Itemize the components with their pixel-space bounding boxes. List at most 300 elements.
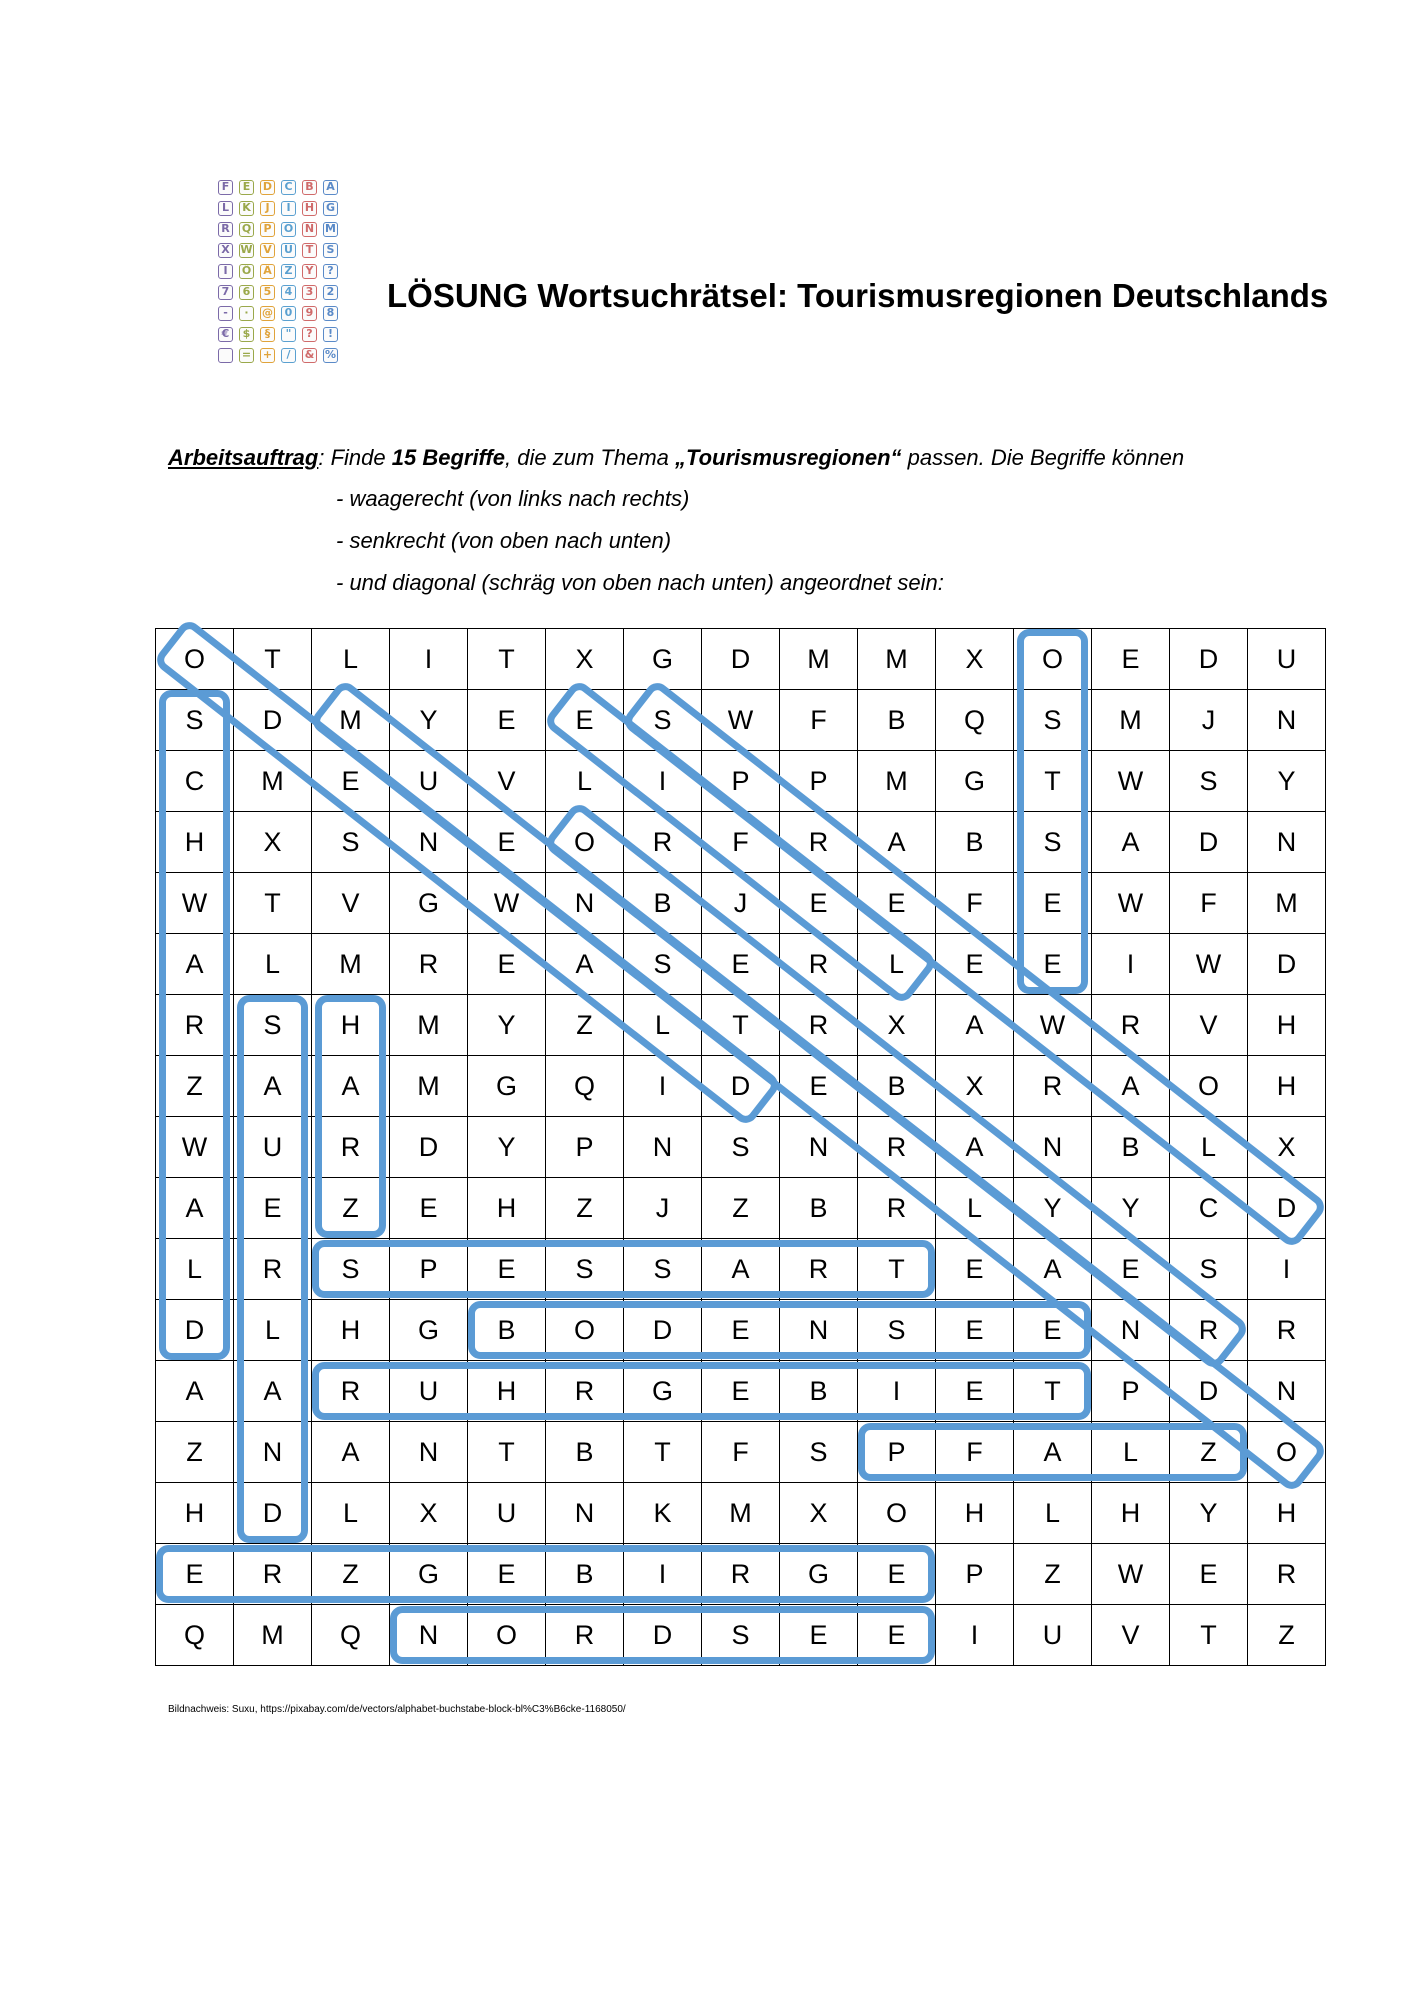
grid-cell: P	[858, 1422, 936, 1483]
logo-block: @	[262, 306, 273, 319]
grid-cell: O	[468, 1605, 546, 1666]
grid-cell: I	[624, 1544, 702, 1605]
logo-block: D	[260, 180, 275, 195]
grid-cell: R	[1248, 1544, 1326, 1605]
grid-cell: L	[1170, 1117, 1248, 1178]
logo-block: B	[302, 180, 317, 195]
grid-cell: O	[156, 629, 234, 690]
logo-block: /	[281, 348, 296, 363]
grid-cell: S	[624, 934, 702, 995]
logo-block: ·	[239, 306, 254, 321]
grid-cell: D	[624, 1300, 702, 1361]
grid-cell: O	[858, 1483, 936, 1544]
grid-row	[156, 751, 1326, 812]
grid-cell: Z	[546, 1178, 624, 1239]
grid-cell: H	[156, 812, 234, 873]
logo-block: 7	[218, 285, 233, 300]
grid-cell: H	[312, 1300, 390, 1361]
grid-cell: I	[1092, 934, 1170, 995]
grid-cell: D	[234, 690, 312, 751]
grid-cell: U	[1014, 1605, 1092, 1666]
grid-cell: E	[1092, 629, 1170, 690]
grid-cell: E	[1014, 934, 1092, 995]
grid-cell: B	[936, 812, 1014, 873]
grid-cell: M	[1092, 690, 1170, 751]
grid-cell: E	[468, 812, 546, 873]
grid-cell: B	[858, 690, 936, 751]
grid-cell: D	[1248, 1178, 1326, 1239]
logo-block: S	[323, 243, 338, 258]
grid-cell: X	[936, 1056, 1014, 1117]
grid-cell: H	[1092, 1483, 1170, 1544]
grid-cell: A	[156, 934, 234, 995]
grid-cell: S	[702, 1605, 780, 1666]
grid-cell: H	[468, 1361, 546, 1422]
task-count: 15 Begriffe	[391, 445, 506, 470]
grid-cell: E	[780, 1056, 858, 1117]
grid-cell: R	[780, 995, 858, 1056]
grid-cell: N	[780, 1117, 858, 1178]
grid-cell: U	[468, 1483, 546, 1544]
grid-cell: S	[624, 1239, 702, 1300]
grid-cell: T	[858, 1239, 936, 1300]
grid-cell: P	[390, 1239, 468, 1300]
grid-cell: P	[1092, 1361, 1170, 1422]
grid-cell: U	[390, 1361, 468, 1422]
grid-cell: H	[936, 1483, 1014, 1544]
grid-cell: D	[1170, 812, 1248, 873]
grid-cell: G	[468, 1056, 546, 1117]
grid-cell: E	[1014, 1300, 1092, 1361]
logo-block: H	[302, 201, 317, 216]
logo-block: U	[281, 243, 296, 258]
logo-block: N	[302, 222, 317, 237]
grid-cell: N	[234, 1422, 312, 1483]
grid-cell: S	[858, 1300, 936, 1361]
grid-cell: Z	[546, 995, 624, 1056]
grid-row	[156, 1605, 1326, 1666]
grid-cell: L	[312, 1483, 390, 1544]
grid-cell: P	[702, 751, 780, 812]
grid-cell: F	[936, 1422, 1014, 1483]
logo-block: &	[302, 348, 317, 363]
grid-cell: I	[936, 1605, 1014, 1666]
grid-cell: E	[702, 934, 780, 995]
grid-row	[156, 934, 1326, 995]
logo-block: Y	[302, 264, 317, 279]
grid-row	[156, 629, 1326, 690]
task-bullet-vertical: - senkrecht (von oben nach unten)	[336, 528, 672, 553]
logo-block: R	[218, 222, 233, 237]
grid-cell: R	[1248, 1300, 1326, 1361]
grid-cell: O	[1014, 629, 1092, 690]
grid-cell: E	[702, 1361, 780, 1422]
grid-cell: E	[234, 1178, 312, 1239]
grid-cell: R	[312, 1361, 390, 1422]
grid-cell: R	[234, 1544, 312, 1605]
grid-cell: G	[624, 629, 702, 690]
grid-cell: R	[156, 995, 234, 1056]
logo-block: Z	[281, 264, 296, 279]
logo-block: 3	[302, 285, 317, 300]
task-text-1: : Finde	[318, 445, 392, 470]
logo-block: E	[239, 180, 254, 195]
grid-cell: L	[156, 1239, 234, 1300]
grid-cell: S	[1170, 751, 1248, 812]
grid-cell: B	[468, 1300, 546, 1361]
grid-cell: Y	[1014, 1178, 1092, 1239]
grid-cell: F	[1170, 873, 1248, 934]
logo-block: J	[260, 201, 275, 216]
task-text-3: passen. Die Begriffe können	[901, 445, 1185, 470]
grid-row	[156, 1300, 1326, 1361]
page-title: LÖSUNG Wortsuchrätsel: Tourismusregionen Deutschlands	[387, 277, 1329, 314]
grid-cell: Z	[1170, 1422, 1248, 1483]
grid-cell: A	[312, 1422, 390, 1483]
grid-cell: H	[1248, 1483, 1326, 1544]
grid-row	[156, 995, 1326, 1056]
grid-cell: A	[1014, 1422, 1092, 1483]
logo-block: F	[218, 180, 233, 195]
grid-cell: A	[936, 995, 1014, 1056]
grid-cell: B	[780, 1178, 858, 1239]
grid-cell: L	[858, 934, 936, 995]
logo-block: X	[218, 243, 233, 258]
grid-cell: E	[858, 1605, 936, 1666]
grid-cell: P	[936, 1544, 1014, 1605]
logo-block: 4	[281, 285, 296, 300]
grid-cell: P	[546, 1117, 624, 1178]
grid-cell: E	[1014, 873, 1092, 934]
grid-cell: S	[312, 812, 390, 873]
grid-cell: E	[936, 934, 1014, 995]
grid-cell: W	[1092, 873, 1170, 934]
logo-block: 6	[239, 285, 254, 300]
grid-cell: Z	[702, 1178, 780, 1239]
grid-cell: B	[780, 1361, 858, 1422]
grid-cell: I	[858, 1361, 936, 1422]
logo-block	[218, 348, 233, 363]
grid-cell: S	[1014, 812, 1092, 873]
grid-cell: V	[312, 873, 390, 934]
grid-cell: U	[234, 1117, 312, 1178]
grid-cell: T	[702, 995, 780, 1056]
grid-cell: M	[780, 629, 858, 690]
logo-block: 0	[281, 306, 296, 321]
grid-cell: S	[546, 1239, 624, 1300]
grid-cell: L	[936, 1178, 1014, 1239]
grid-cell: W	[1092, 1544, 1170, 1605]
logo-block: I	[281, 201, 296, 216]
logo-block: %	[324, 348, 337, 361]
logo-block: ?	[302, 327, 317, 342]
grid-cell: G	[936, 751, 1014, 812]
grid-cell: M	[234, 1605, 312, 1666]
logo-block: §	[260, 327, 275, 342]
grid-cell: D	[1170, 1361, 1248, 1422]
grid-cell: L	[234, 934, 312, 995]
grid-cell: G	[624, 1361, 702, 1422]
grid-cell: A	[702, 1239, 780, 1300]
grid-cell: Y	[1092, 1178, 1170, 1239]
grid-cell: A	[234, 1361, 312, 1422]
grid-cell: K	[624, 1483, 702, 1544]
grid-cell: N	[390, 1605, 468, 1666]
grid-cell: S	[780, 1422, 858, 1483]
task-text-2: , die zum Thema	[505, 445, 675, 470]
word-search-grid	[155, 628, 1326, 1666]
grid-cell: T	[234, 873, 312, 934]
grid-cell: N	[390, 1422, 468, 1483]
grid-cell: E	[468, 934, 546, 995]
logo-block: Q	[239, 222, 254, 237]
logo-block: P	[260, 222, 275, 237]
grid-cell: D	[702, 1056, 780, 1117]
task-bullet-diagonal: - und diagonal (schräg von oben nach unten) angeordnet sein:	[336, 570, 944, 595]
grid-cell: J	[624, 1178, 702, 1239]
grid-cell: X	[546, 629, 624, 690]
logo-block: €	[218, 327, 233, 342]
logo-block: +	[260, 348, 275, 363]
grid-cell: X	[780, 1483, 858, 1544]
grid-cell: E	[936, 1361, 1014, 1422]
logo-block: L	[218, 201, 233, 216]
grid-row	[156, 1239, 1326, 1300]
grid-cell: B	[546, 1422, 624, 1483]
grid-cell: P	[780, 751, 858, 812]
grid-cell: T	[234, 629, 312, 690]
grid-cell: D	[1170, 629, 1248, 690]
grid-cell: N	[780, 1300, 858, 1361]
grid-cell: L	[1092, 1422, 1170, 1483]
grid-cell: R	[780, 934, 858, 995]
grid-cell: N	[1248, 812, 1326, 873]
grid-cell: O	[546, 812, 624, 873]
grid-cell: E	[546, 690, 624, 751]
image-credit: Bildnachweis: Suxu, https://pixabay.com/de/vectors/alphabet-buchstabe-block-bl%C3%B6cke-1168050/	[168, 1704, 626, 1715]
grid-cell: A	[1092, 812, 1170, 873]
grid-cell: Z	[312, 1178, 390, 1239]
grid-cell: H	[1248, 995, 1326, 1056]
grid-cell: Y	[1170, 1483, 1248, 1544]
grid-cell: T	[624, 1422, 702, 1483]
grid-cell: T	[1170, 1605, 1248, 1666]
grid-cell: A	[156, 1361, 234, 1422]
grid-cell: N	[390, 812, 468, 873]
grid-cell: G	[390, 1300, 468, 1361]
grid-row	[156, 1544, 1326, 1605]
grid-cell: N	[546, 873, 624, 934]
grid-cell: T	[468, 1422, 546, 1483]
grid-cell: E	[312, 751, 390, 812]
grid-row	[156, 812, 1326, 873]
grid-cell: A	[858, 812, 936, 873]
grid-cell: X	[936, 629, 1014, 690]
grid-cell: A	[156, 1178, 234, 1239]
grid-cell: M	[390, 995, 468, 1056]
grid-cell: V	[468, 751, 546, 812]
grid-cell: D	[1248, 934, 1326, 995]
grid-row	[156, 1483, 1326, 1544]
logo-block: V	[260, 243, 275, 258]
grid-cell: L	[234, 1300, 312, 1361]
grid-cell: W	[1014, 995, 1092, 1056]
grid-cell: A	[936, 1117, 1014, 1178]
grid-cell: F	[702, 812, 780, 873]
grid-cell: V	[1092, 1605, 1170, 1666]
grid-cell: O	[1248, 1422, 1326, 1483]
grid-cell: E	[858, 873, 936, 934]
grid-cell: Z	[156, 1422, 234, 1483]
logo-block: I	[218, 264, 233, 279]
logo-block: O	[281, 222, 296, 237]
grid-row	[156, 1178, 1326, 1239]
grid-cell: L	[312, 629, 390, 690]
grid-cell: J	[1170, 690, 1248, 751]
grid-cell: J	[702, 873, 780, 934]
grid-cell: S	[234, 995, 312, 1056]
grid-cell: N	[1248, 1361, 1326, 1422]
grid-cell: E	[390, 1178, 468, 1239]
logo-block: ?	[323, 264, 338, 279]
grid-cell: S	[156, 690, 234, 751]
grid-cell: R	[312, 1117, 390, 1178]
grid-cell: D	[702, 629, 780, 690]
grid-cell: M	[390, 1056, 468, 1117]
grid-cell: Q	[312, 1605, 390, 1666]
grid-cell: U	[390, 751, 468, 812]
grid-cell: E	[936, 1300, 1014, 1361]
grid-cell: T	[1014, 751, 1092, 812]
logo-block: !	[323, 327, 338, 342]
grid-cell: F	[936, 873, 1014, 934]
grid-cell: A	[312, 1056, 390, 1117]
grid-cell: E	[156, 1544, 234, 1605]
grid-cell: X	[858, 995, 936, 1056]
grid-row	[156, 873, 1326, 934]
grid-cell: C	[1170, 1178, 1248, 1239]
grid-cell: D	[624, 1605, 702, 1666]
grid-cell: H	[468, 1178, 546, 1239]
grid-cell: E	[468, 690, 546, 751]
task-bullet-horizontal: - waagerecht (von links nach rechts)	[336, 486, 690, 511]
grid-cell: U	[1248, 629, 1326, 690]
grid-cell: B	[858, 1056, 936, 1117]
logo-block: 8	[323, 306, 338, 321]
grid-cell: B	[546, 1544, 624, 1605]
grid-cell: R	[858, 1117, 936, 1178]
grid-cell: Y	[468, 995, 546, 1056]
grid-cell: Z	[1014, 1544, 1092, 1605]
grid-cell: E	[468, 1239, 546, 1300]
grid-cell: M	[1248, 873, 1326, 934]
grid-cell: H	[312, 995, 390, 1056]
grid-row	[156, 690, 1326, 751]
grid-cell: N	[1014, 1117, 1092, 1178]
grid-cell: D	[390, 1117, 468, 1178]
task-topic: „Tourismusregionen“	[675, 445, 902, 470]
grid-cell: Q	[546, 1056, 624, 1117]
logo-block: T	[302, 243, 317, 258]
grid-cell: T	[1014, 1361, 1092, 1422]
grid-cell: D	[234, 1483, 312, 1544]
grid-cell: W	[1170, 934, 1248, 995]
grid-cell: S	[624, 690, 702, 751]
grid-cell: R	[546, 1605, 624, 1666]
grid-cell: L	[546, 751, 624, 812]
grid-cell: A	[546, 934, 624, 995]
logo-block: Ö	[239, 264, 254, 279]
grid-cell: M	[702, 1483, 780, 1544]
logo-block: W	[240, 243, 253, 256]
grid-cell: E	[1092, 1239, 1170, 1300]
grid-cell: L	[624, 995, 702, 1056]
logo-block: -	[218, 306, 233, 321]
grid-cell: M	[858, 751, 936, 812]
grid-cell: N	[624, 1117, 702, 1178]
grid-cell: N	[1092, 1300, 1170, 1361]
logo-block: A	[323, 180, 338, 195]
grid-cell: Q	[936, 690, 1014, 751]
grid-cell: E	[858, 1544, 936, 1605]
grid-cell: R	[1170, 1300, 1248, 1361]
grid-cell: B	[1092, 1117, 1170, 1178]
grid-cell: Z	[156, 1056, 234, 1117]
grid-cell: Q	[156, 1605, 234, 1666]
grid-cell: I	[624, 751, 702, 812]
logo-block: M	[323, 222, 338, 237]
grid-cell: Z	[312, 1544, 390, 1605]
grid-cell: X	[390, 1483, 468, 1544]
grid-cell: W	[156, 873, 234, 934]
grid-cell: R	[702, 1544, 780, 1605]
grid-cell: I	[390, 629, 468, 690]
grid-cell: E	[780, 1605, 858, 1666]
grid-cell: N	[1248, 690, 1326, 751]
grid-cell: R	[1092, 995, 1170, 1056]
grid-cell: W	[156, 1117, 234, 1178]
grid-cell: Z	[1248, 1605, 1326, 1666]
grid-cell: S	[312, 1239, 390, 1300]
logo-block: C	[281, 180, 296, 195]
grid-cell: X	[1248, 1117, 1326, 1178]
grid-cell: H	[1248, 1056, 1326, 1117]
grid-cell: M	[312, 690, 390, 751]
logo-block: =	[239, 348, 254, 363]
logo-block: $	[239, 327, 254, 342]
grid-cell: Y	[1248, 751, 1326, 812]
logo-block: K	[239, 201, 254, 216]
grid-row	[156, 1422, 1326, 1483]
grid-cell: I	[624, 1056, 702, 1117]
grid-cell: R	[1014, 1056, 1092, 1117]
grid-cell: S	[702, 1117, 780, 1178]
grid-cell: G	[390, 873, 468, 934]
grid-cell: W	[468, 873, 546, 934]
grid-cell: R	[858, 1178, 936, 1239]
logo-block: 9	[302, 306, 317, 321]
grid-cell: A	[234, 1056, 312, 1117]
grid-cell: W	[1092, 751, 1170, 812]
grid-cell: F	[780, 690, 858, 751]
grid-cell: R	[234, 1239, 312, 1300]
grid-cell: M	[858, 629, 936, 690]
grid-cell: T	[468, 629, 546, 690]
grid-cell: A	[1092, 1056, 1170, 1117]
grid-row	[156, 1117, 1326, 1178]
grid-cell: G	[390, 1544, 468, 1605]
grid-cell: Y	[390, 690, 468, 751]
